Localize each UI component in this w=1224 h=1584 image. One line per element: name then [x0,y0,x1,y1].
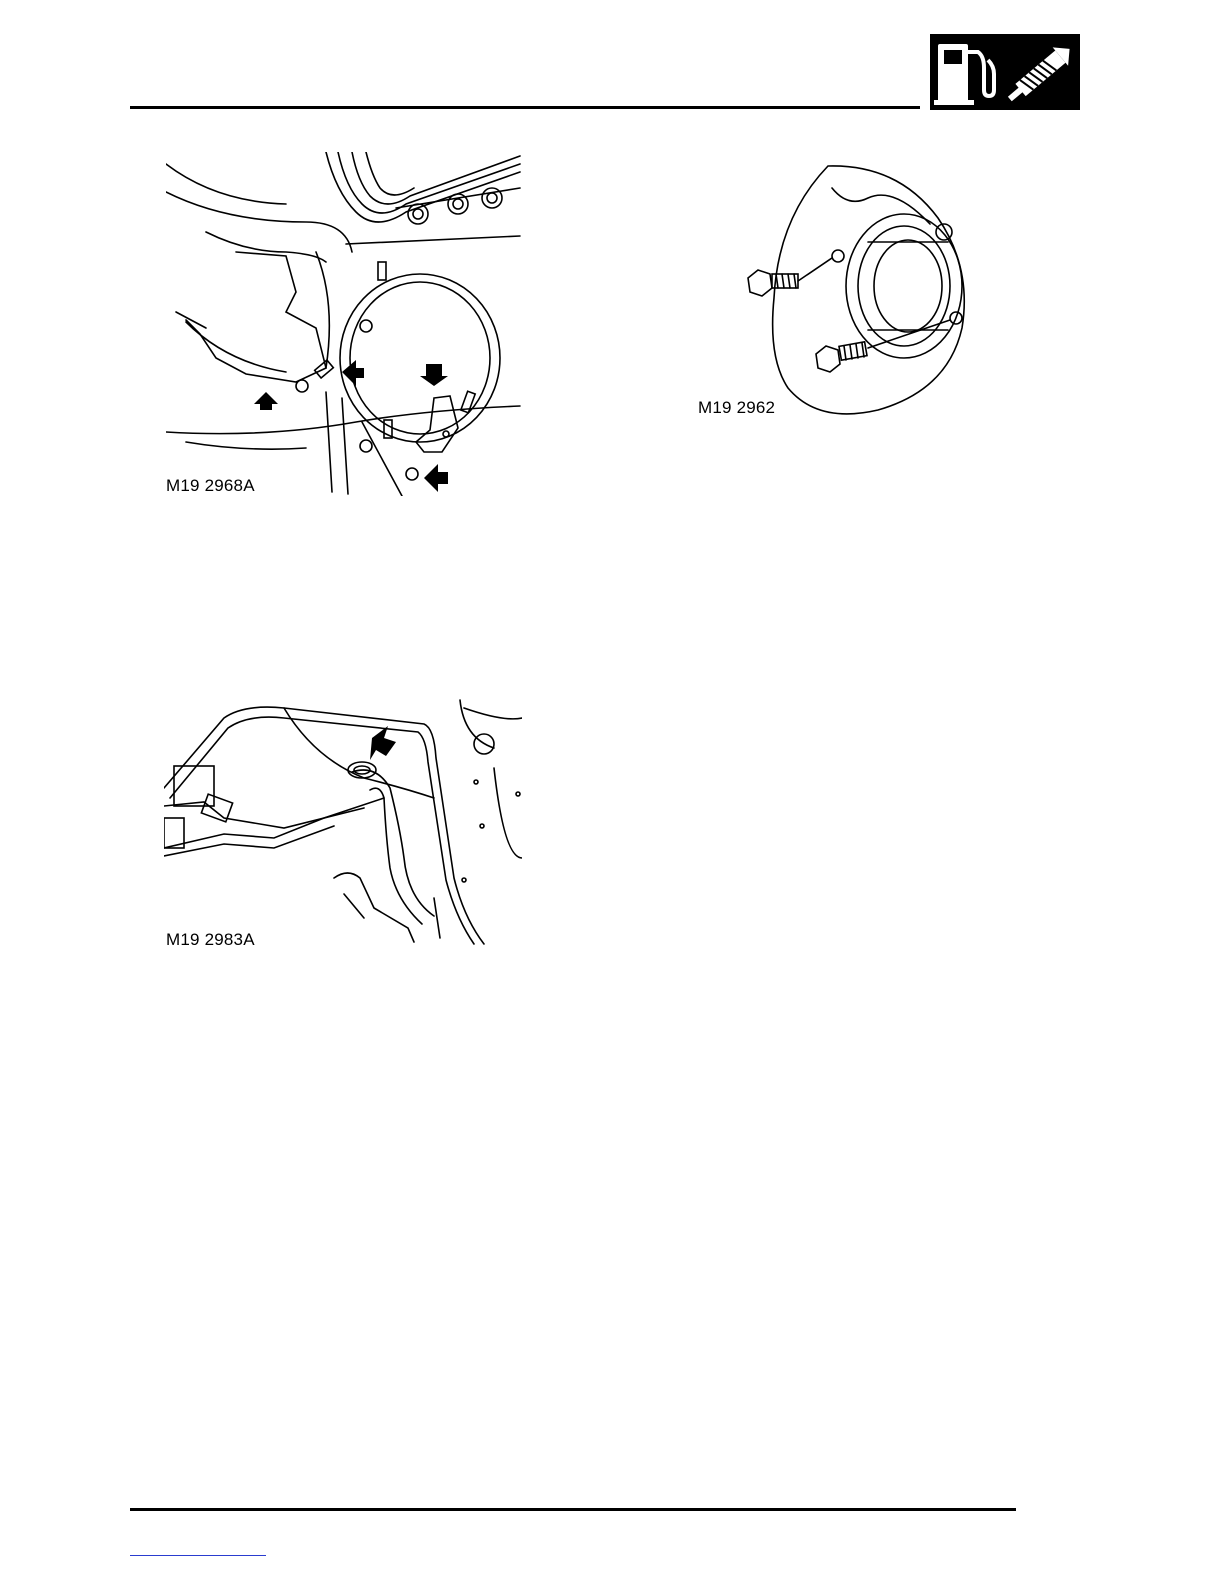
footer-link-underline[interactable] [130,1555,266,1556]
section-badge [930,34,1080,110]
figure-exhaust-mounting [166,152,522,496]
figure-caption: M19 2962 [698,398,779,418]
spring-damper-icon [1004,34,1080,110]
figure-hose-connection [164,698,522,948]
header-rule [130,106,920,109]
figure-caption: M19 2983A [166,930,259,950]
figure-filler-plate [698,158,970,420]
footer-rule [130,1508,1016,1511]
figure-caption: M19 2968A [166,476,259,496]
